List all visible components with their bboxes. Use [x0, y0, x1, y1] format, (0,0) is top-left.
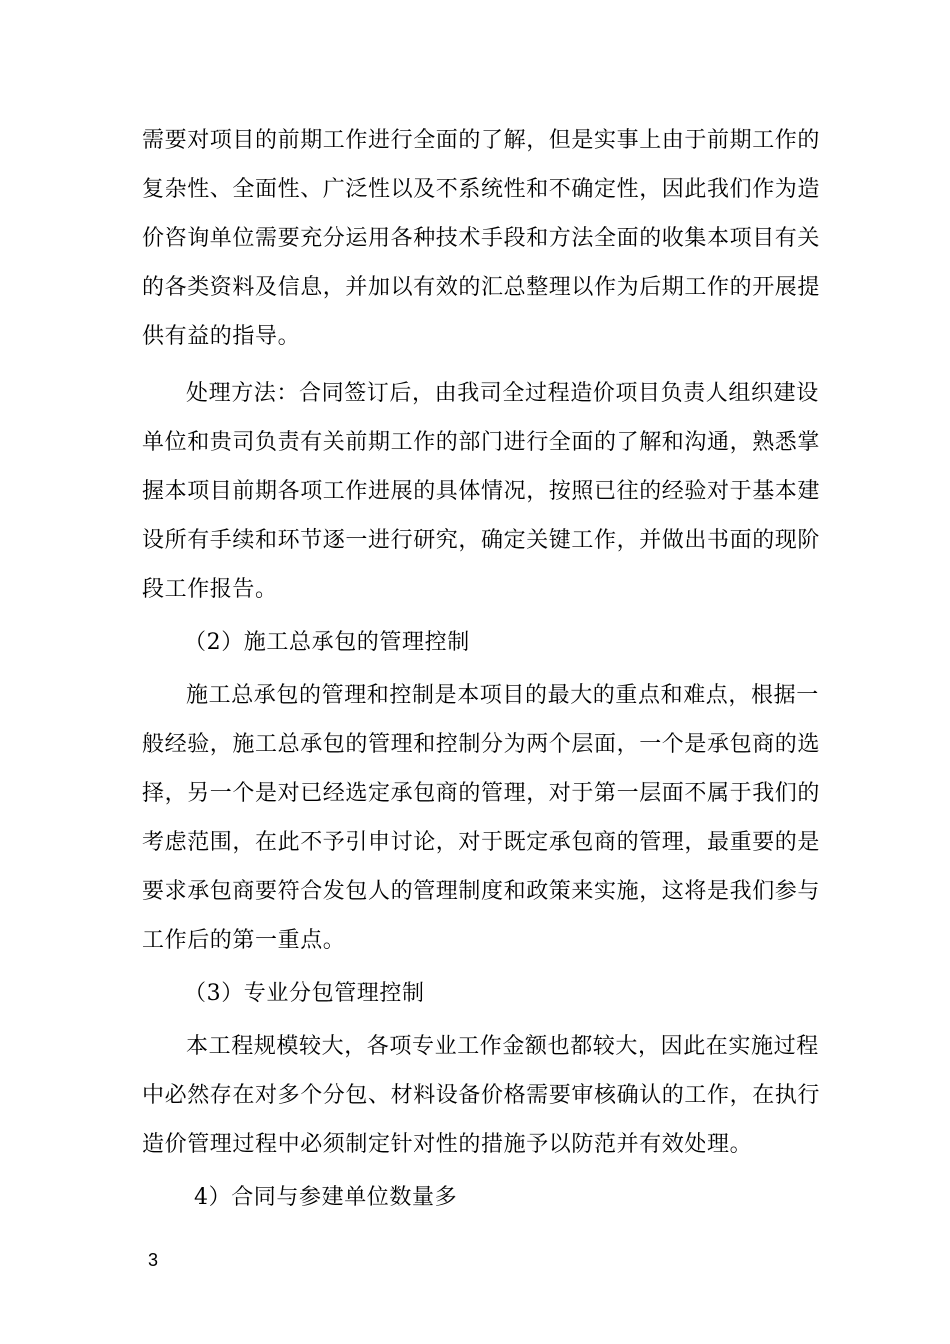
- text-line: 考虑范围，在此不予引申讨论，对于既定承包商的管理，最重要的是: [142, 830, 821, 855]
- text-line: 的各类资料及信息，并加以有效的汇总整理以作为后期工作的开展提: [142, 275, 821, 300]
- text-line: 单位和贵司负责有关前期工作的部门进行全面的了解和沟通，熟悉掌: [142, 430, 821, 455]
- section-heading-subcontract: （3）专业分包管理控制: [184, 981, 425, 1006]
- text-line: 复杂性、全面性、广泛性以及不系统性和不确定性，因此我们作为造: [142, 177, 821, 202]
- text-line: 段工作报告。: [142, 577, 278, 602]
- text-line: 握本项目前期各项工作进展的具体情况，按照已往的经验对于基本建: [142, 479, 821, 504]
- text-line: 处理方法：合同签订后，由我司全过程造价项目负责人组织建设: [186, 381, 819, 406]
- paragraph-project-prework: [142, 116, 821, 361]
- text-line: 价咨询单位需要充分运用各种技术手段和方法全面的收集本项目有关: [142, 226, 821, 251]
- paragraph-handling-method: [142, 369, 821, 614]
- text-line: 供有益的指导。: [142, 324, 301, 349]
- text-line: 要求承包商要符合发包人的管理制度和政策来实施，这将是我们参与: [142, 879, 821, 904]
- text-line: 工作后的第一重点。: [142, 928, 346, 953]
- page-number: 3: [148, 1250, 159, 1270]
- text-line: 中必然存在对多个分包、材料设备价格需要审核确认的工作，在执行: [142, 1083, 821, 1108]
- section-heading-general-contract: （2）施工总承包的管理控制: [184, 630, 470, 655]
- text-line: 需要对项目的前期工作进行全面的了解，但是实事上由于前期工作的: [142, 128, 821, 153]
- text-line: 设所有手续和环节逐一进行研究，确定关键工作，并做出书面的现阶: [142, 528, 821, 553]
- text-line: 般经验，施工总承包的管理和控制分为两个层面，一个是承包商的选: [142, 732, 821, 757]
- paragraph-general-contract: [142, 671, 821, 965]
- paragraph-subcontract: [142, 1022, 821, 1169]
- text-line: 择，另一个是对已经选定承包商的管理，对于第一层面不属于我们的: [142, 781, 821, 806]
- text-line: 施工总承包的管理和控制是本项目的最大的重点和难点，根据一: [186, 683, 819, 708]
- document-body: [142, 116, 821, 1226]
- text-line: 本工程规模较大，各项专业工作金额也都较大，因此在实施过程: [186, 1034, 819, 1059]
- text-line: 造价管理过程中必须制定针对性的措施予以防范并有效处理。: [142, 1132, 753, 1157]
- section-heading-contracts-participants: 4）合同与参建单位数量多: [194, 1185, 458, 1210]
